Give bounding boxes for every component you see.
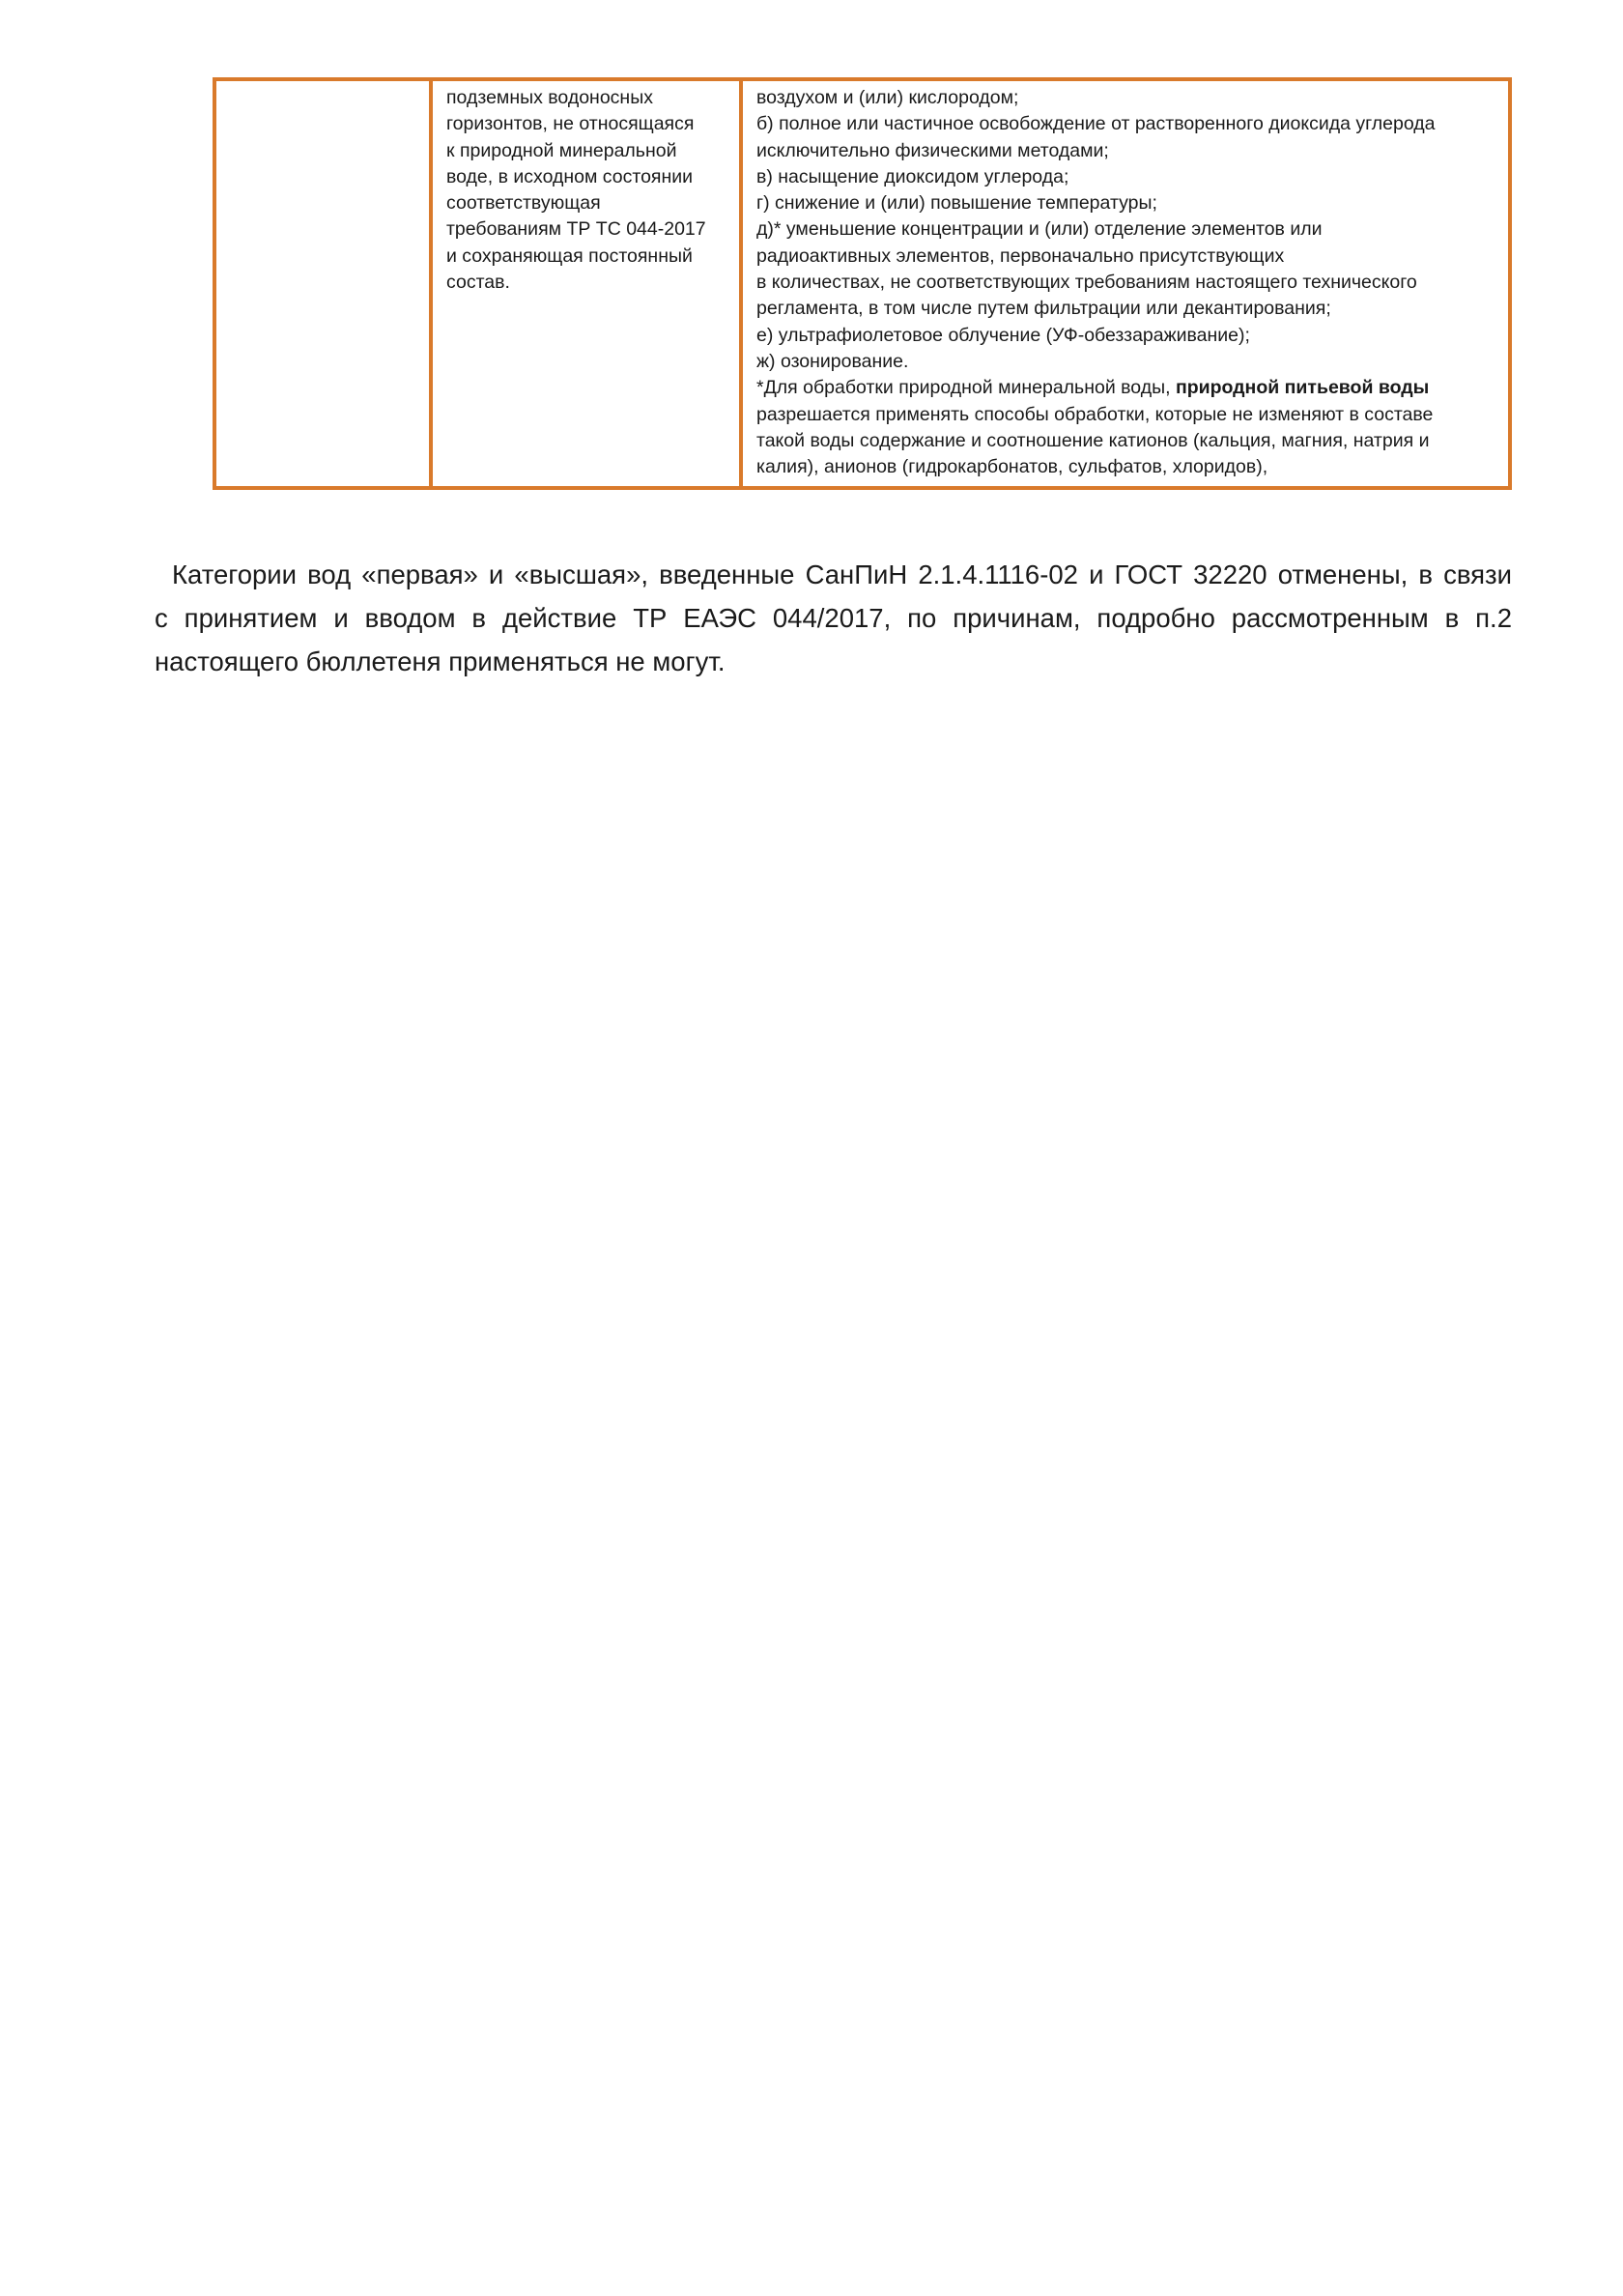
treatment-line: д)* уменьшение концентрации и (или) отделение элементов или: [756, 218, 1323, 241]
footnote-prefix: *Для обработки природной минеральной воды,: [756, 377, 1176, 399]
treatment-line: радиоактивных элементов, первоначально присутствующих: [756, 244, 1285, 267]
treatment-line: г) снижение и (или) повышение температуры;: [756, 192, 1157, 215]
footnote-line: калия), анионов (гидрокарбонатов, сульфатов, хлоридов),: [756, 456, 1268, 478]
paragraph-line: Категории вод «первая» и «высшая», введенные СанПиН 2.1.4.1116-02 и ГОСТ 32220 отменены, в связи: [172, 560, 1512, 589]
treatment-line: е) ультрафиолетовое облучение (УФ-обеззараживание);: [756, 324, 1250, 346]
definition-line: к природной минеральной: [446, 139, 677, 161]
paragraph-line: настоящего бюллетеня применяться не могут.: [155, 646, 726, 676]
footnote-bold-term: природной питьевой воды: [1175, 377, 1430, 399]
definition-line: воде, в исходном состоянии: [446, 165, 694, 187]
table-cell-definition: [431, 79, 741, 488]
table-cell-empty: [214, 79, 431, 488]
table-cell-treatment-methods: [741, 79, 1510, 488]
definition-line: соответствующая: [446, 192, 601, 215]
footnote-line: [756, 375, 1495, 401]
treatment-line: ж) озонирование.: [756, 350, 909, 372]
paragraph-line: с принятием и вводом в действие ТР ЕАЭС 044/2017, по причинам, подробно рассмотренным в п.2: [155, 603, 1512, 633]
table-row: [214, 79, 1510, 488]
treatment-line: воздухом и (или) кислородом;: [756, 87, 1019, 108]
water-treatment-table: [213, 77, 1512, 490]
definition-line: подземных водоносных: [446, 87, 653, 108]
footnote-line: такой воды содержание и соотношение катионов (кальция, магния, натрия и: [756, 429, 1430, 451]
treatment-line: исключительно физическими методами;: [756, 139, 1109, 161]
body-paragraph: [155, 553, 1512, 683]
treatment-line: б) полное или частичное освобождение от растворенного диоксида углерода: [756, 113, 1436, 135]
definition-line: требованиям ТР ТС 044-2017: [446, 218, 706, 241]
treatment-line: регламента, в том числе путем фильтрации или декантирования;: [756, 298, 1331, 320]
definition-line: горизонтов, не относящаяся: [446, 113, 695, 135]
definition-line: состав.: [446, 272, 510, 294]
treatment-line: в количествах, не соответствующих требованиям настоящего технического: [756, 272, 1417, 294]
definition-line: и сохраняющая постоянный: [446, 244, 693, 267]
treatment-line: в) насыщение диоксидом углерода;: [756, 165, 1069, 187]
footnote-line: разрешается применять способы обработки, которые не изменяют в составе: [756, 403, 1434, 425]
